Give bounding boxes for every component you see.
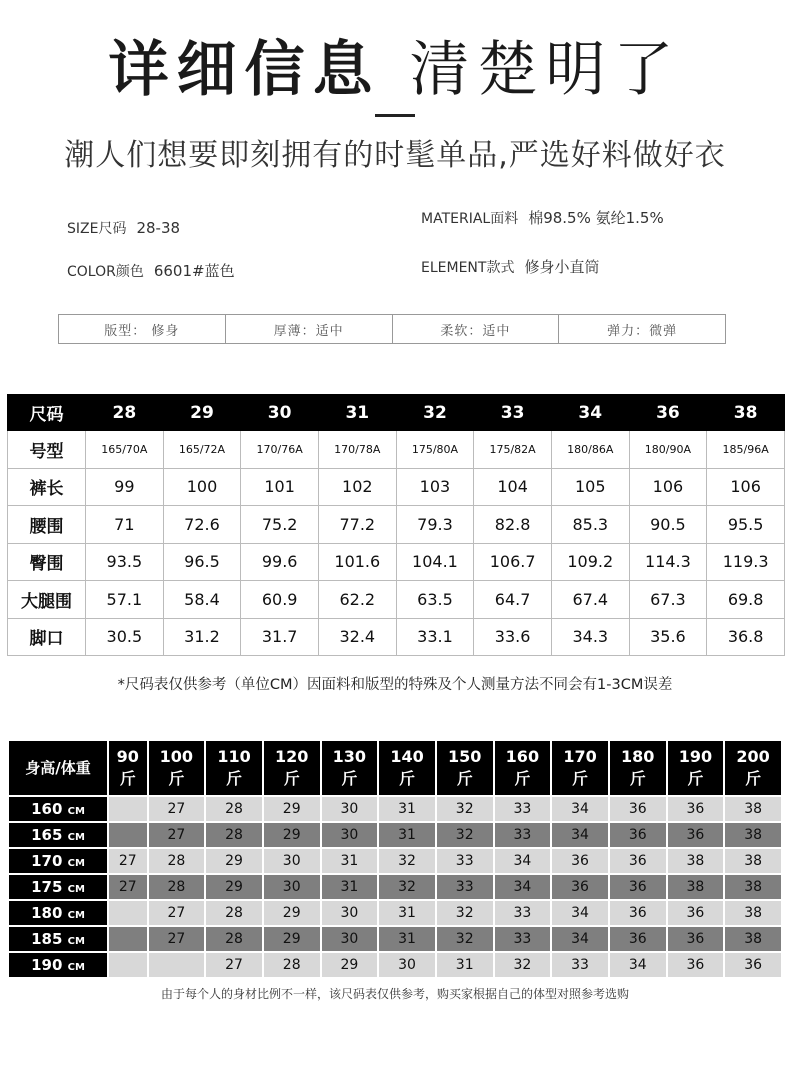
weight-header-cell — [724, 740, 782, 796]
table-cell: 104 — [474, 468, 552, 506]
property-bar — [58, 314, 726, 344]
height-value: 185 — [31, 930, 63, 948]
table-cell: 93.5 — [86, 543, 164, 581]
table-cell: 29 — [263, 900, 321, 926]
table-cell: 106 — [629, 468, 707, 506]
weight-unit: 斤 — [572, 769, 589, 788]
title-bold: 详细信息 — [108, 35, 381, 105]
row-label: 脚口 — [8, 618, 86, 656]
height-label — [8, 952, 108, 978]
spec-size — [67, 218, 180, 238]
table-cell: 38 — [724, 822, 782, 848]
table-cell: 106 — [707, 468, 785, 506]
table-cell: 38 — [667, 874, 725, 900]
table-cell: 28 — [263, 952, 321, 978]
weight-unit: 斤 — [687, 769, 704, 788]
table-cell: 36 — [551, 848, 609, 874]
table-cell: 30 — [321, 900, 379, 926]
title-divider — [375, 114, 415, 117]
table-cell: 62.2 — [318, 581, 396, 619]
table-cell: 34.3 — [551, 618, 629, 656]
weight-header-cell — [551, 740, 609, 796]
height-label — [8, 926, 108, 952]
table-cell: 170/78A — [318, 431, 396, 469]
size-note: *尺码表仅供参考（单位CM）因面料和版型的特殊及个人测量方法不同会有1-3CM误差 — [117, 677, 673, 693]
weight-unit: 斤 — [456, 769, 473, 788]
table-cell: 28 — [205, 900, 263, 926]
table-cell: 180/90A — [629, 431, 707, 469]
row-label: 裤长 — [8, 468, 86, 506]
table-cell: 27 — [148, 926, 206, 952]
size-header-label: 尺码 — [8, 395, 86, 431]
weight-value: 190 — [678, 747, 713, 766]
table-cell — [108, 796, 148, 822]
weight-header-cell — [108, 740, 148, 796]
table-cell: 103 — [396, 468, 474, 506]
table-cell: 104.1 — [396, 543, 474, 581]
table-cell: 175/80A — [396, 431, 474, 469]
table-row — [8, 900, 782, 926]
spec-size-key: SIZE尺码 — [67, 221, 127, 237]
table-cell: 27 — [205, 952, 263, 978]
weight-value: 140 — [390, 747, 424, 766]
table-cell: 28 — [205, 796, 263, 822]
table-cell: 38 — [724, 848, 782, 874]
table-row — [8, 848, 782, 874]
weight-value: 120 — [274, 747, 309, 766]
table-cell: 30.5 — [86, 618, 164, 656]
table-row — [8, 926, 782, 952]
table-cell — [108, 952, 148, 978]
weight-header-cell — [205, 740, 263, 796]
table-cell: 31 — [378, 900, 436, 926]
height-value: 190 — [31, 956, 63, 974]
table-cell: 90.5 — [629, 506, 707, 544]
table-cell: 29 — [321, 952, 379, 978]
table-cell: 109.2 — [551, 543, 629, 581]
table-cell — [108, 822, 148, 848]
table-cell: 106.7 — [474, 543, 552, 581]
table-cell: 27 — [108, 874, 148, 900]
table-cell: 36 — [609, 926, 667, 952]
height-value: 160 — [31, 800, 63, 818]
table-cell: 32 — [436, 796, 494, 822]
table-cell: 36 — [609, 796, 667, 822]
table-cell: 27 — [148, 900, 206, 926]
table-cell: 32 — [378, 874, 436, 900]
height-unit: CM — [67, 858, 85, 869]
weight-unit: 斤 — [119, 769, 136, 788]
weight-value: 180 — [621, 747, 655, 766]
table-cell: 63.5 — [396, 581, 474, 619]
table-cell: 165/70A — [86, 431, 164, 469]
table-cell: 33.1 — [396, 618, 474, 656]
weight-unit: 斤 — [399, 769, 416, 788]
property-thickness: 厚薄：适中 — [226, 315, 393, 343]
height-label — [8, 796, 108, 822]
table-cell: 30 — [321, 822, 379, 848]
table-cell: 32 — [494, 952, 552, 978]
table-cell: 34 — [494, 848, 552, 874]
height-value: 165 — [31, 826, 63, 844]
height-label — [8, 822, 108, 848]
weight-header-row — [8, 740, 782, 796]
height-unit: CM — [67, 806, 85, 817]
table-cell: 58.4 — [163, 581, 241, 619]
footer-note: 由于每个人的身材比例不一样，该尺码表仅供参考，购买家根据自己的体型对照参考选购 — [160, 987, 629, 1001]
weight-value: 90 — [116, 747, 139, 766]
row-label: 腰围 — [8, 506, 86, 544]
table-row — [8, 506, 785, 544]
weight-value: 150 — [448, 747, 482, 766]
height-unit: CM — [67, 910, 85, 921]
table-cell: 36 — [609, 822, 667, 848]
height-weight-corner: 身高/体重 — [8, 740, 108, 796]
weight-header-cell — [148, 740, 206, 796]
row-label: 号型 — [8, 431, 86, 469]
table-cell: 101.6 — [318, 543, 396, 581]
table-cell: 28 — [205, 926, 263, 952]
table-row — [8, 431, 785, 469]
table-cell: 82.8 — [474, 506, 552, 544]
table-cell: 28 — [205, 822, 263, 848]
weight-unit: 斤 — [283, 769, 300, 788]
size-header-cell: 33 — [474, 395, 552, 431]
weight-unit: 斤 — [745, 769, 762, 788]
table-cell: 34 — [551, 900, 609, 926]
table-cell: 27 — [108, 848, 148, 874]
table-cell: 36 — [609, 848, 667, 874]
table-cell: 33 — [494, 900, 552, 926]
table-cell: 96.5 — [163, 543, 241, 581]
weight-value: 200 — [736, 747, 770, 766]
size-header-cell: 36 — [629, 395, 707, 431]
weight-header-cell — [321, 740, 379, 796]
table-cell: 36 — [667, 900, 725, 926]
height-label — [8, 874, 108, 900]
table-cell: 57.1 — [86, 581, 164, 619]
size-header-cell: 28 — [86, 395, 164, 431]
spec-material-key: MATERIAL面料 — [421, 211, 519, 227]
table-cell: 32 — [436, 900, 494, 926]
table-cell — [108, 926, 148, 952]
table-cell: 28 — [148, 848, 206, 874]
weight-header-cell — [263, 740, 321, 796]
table-cell: 31 — [321, 848, 379, 874]
height-label — [8, 848, 108, 874]
size-header-cell: 32 — [396, 395, 474, 431]
table-cell: 38 — [724, 874, 782, 900]
table-row — [8, 581, 785, 619]
table-cell: 36 — [667, 926, 725, 952]
table-cell: 34 — [494, 874, 552, 900]
table-cell: 33 — [494, 822, 552, 848]
table-cell: 31 — [436, 952, 494, 978]
table-cell: 30 — [263, 874, 321, 900]
table-cell: 33.6 — [474, 618, 552, 656]
weight-header-cell — [609, 740, 667, 796]
table-cell: 34 — [551, 796, 609, 822]
table-cell: 38 — [724, 900, 782, 926]
table-cell: 31.7 — [241, 618, 319, 656]
table-cell: 36 — [667, 952, 725, 978]
weight-unit: 斤 — [514, 769, 531, 788]
table-cell: 34 — [551, 926, 609, 952]
table-cell: 38 — [724, 926, 782, 952]
height-unit: CM — [67, 936, 85, 947]
size-header-cell: 30 — [241, 395, 319, 431]
table-cell: 71 — [86, 506, 164, 544]
spec-color-value: 6601#蓝色 — [153, 262, 235, 280]
weight-unit: 斤 — [226, 769, 243, 788]
table-cell: 28 — [148, 874, 206, 900]
table-cell: 77.2 — [318, 506, 396, 544]
table-row — [8, 618, 785, 656]
height-unit: CM — [67, 884, 85, 895]
table-cell: 38 — [667, 848, 725, 874]
table-row — [8, 796, 782, 822]
table-cell: 180/86A — [551, 431, 629, 469]
height-unit: CM — [67, 832, 85, 843]
page-title — [0, 22, 790, 108]
weight-header-cell — [378, 740, 436, 796]
row-label: 大腿围 — [8, 581, 86, 619]
table-cell: 31.2 — [163, 618, 241, 656]
table-cell: 101 — [241, 468, 319, 506]
table-cell: 67.3 — [629, 581, 707, 619]
spec-color — [67, 260, 235, 281]
table-cell: 100 — [163, 468, 241, 506]
table-row — [8, 874, 782, 900]
table-cell: 31 — [378, 822, 436, 848]
weight-unit: 斤 — [629, 769, 646, 788]
table-cell: 29 — [205, 874, 263, 900]
height-weight-table — [7, 739, 783, 979]
table-cell: 36 — [551, 874, 609, 900]
table-cell: 34 — [609, 952, 667, 978]
table-cell: 30 — [321, 796, 379, 822]
table-cell: 33 — [436, 874, 494, 900]
table-row — [8, 822, 782, 848]
table-cell: 30 — [263, 848, 321, 874]
subtitle: 潮人们想要即刻拥有的时髦单品,严选好料做好衣 — [64, 138, 726, 173]
table-cell: 36 — [609, 874, 667, 900]
size-header-cell: 31 — [318, 395, 396, 431]
table-cell: 33 — [494, 796, 552, 822]
table-cell: 29 — [205, 848, 263, 874]
title-light: 清楚明了 — [409, 35, 682, 105]
table-cell: 36.8 — [707, 618, 785, 656]
weight-value: 170 — [563, 747, 597, 766]
property-fit: 版型： 修身 — [59, 315, 226, 343]
table-cell: 119.3 — [707, 543, 785, 581]
table-cell: 31 — [378, 926, 436, 952]
table-cell: 33 — [436, 848, 494, 874]
weight-value: 130 — [332, 747, 367, 766]
table-cell: 34 — [551, 822, 609, 848]
table-cell: 170/76A — [241, 431, 319, 469]
table-cell: 79.3 — [396, 506, 474, 544]
spec-size-value: 28-38 — [136, 219, 181, 237]
table-cell: 33 — [494, 926, 552, 952]
table-cell: 32 — [436, 822, 494, 848]
table-cell: 185/96A — [707, 431, 785, 469]
weight-value: 160 — [505, 747, 540, 766]
height-unit: CM — [67, 962, 85, 973]
spec-material — [421, 207, 664, 228]
size-header-cell: 38 — [707, 395, 785, 431]
table-cell: 35.6 — [629, 618, 707, 656]
spec-color-key: COLOR颜色 — [67, 264, 144, 280]
table-cell: 72.6 — [163, 506, 241, 544]
table-cell: 27 — [148, 796, 206, 822]
table-cell: 114.3 — [629, 543, 707, 581]
table-cell — [108, 900, 148, 926]
property-stretch: 弹力：微弹 — [607, 323, 678, 339]
table-cell: 105 — [551, 468, 629, 506]
table-cell: 29 — [263, 796, 321, 822]
table-cell: 99 — [86, 468, 164, 506]
table-cell: 31 — [321, 874, 379, 900]
height-value: 170 — [31, 852, 63, 870]
table-cell: 102 — [318, 468, 396, 506]
table-cell: 75.2 — [241, 506, 319, 544]
table-cell: 36 — [724, 952, 782, 978]
table-cell: 64.7 — [474, 581, 552, 619]
table-cell: 36 — [667, 822, 725, 848]
table-cell — [148, 952, 206, 978]
spec-element-value: 修身小直筒 — [524, 258, 600, 276]
weight-header-cell — [436, 740, 494, 796]
table-row — [8, 468, 785, 506]
weight-unit: 斤 — [168, 769, 185, 788]
height-value: 175 — [31, 878, 63, 896]
weight-unit: 斤 — [341, 769, 358, 788]
table-cell: 29 — [263, 926, 321, 952]
size-header-row — [8, 395, 785, 431]
table-cell: 31 — [378, 796, 436, 822]
size-header-cell: 29 — [163, 395, 241, 431]
table-cell: 32 — [378, 848, 436, 874]
size-table — [7, 394, 785, 656]
table-cell: 36 — [609, 900, 667, 926]
height-label — [8, 900, 108, 926]
table-cell: 30 — [321, 926, 379, 952]
weight-header-cell — [494, 740, 552, 796]
size-header-cell: 34 — [551, 395, 629, 431]
table-cell: 32.4 — [318, 618, 396, 656]
table-cell: 30 — [378, 952, 436, 978]
table-cell: 29 — [263, 822, 321, 848]
table-cell: 33 — [551, 952, 609, 978]
spec-element-key: ELEMENT款式 — [421, 260, 515, 276]
row-label: 臀围 — [8, 543, 86, 581]
table-cell: 69.8 — [707, 581, 785, 619]
spec-element — [421, 256, 599, 277]
table-cell: 38 — [724, 796, 782, 822]
table-cell: 32 — [436, 926, 494, 952]
table-cell: 99.6 — [241, 543, 319, 581]
table-cell: 60.9 — [241, 581, 319, 619]
weight-header-cell — [667, 740, 725, 796]
property-softness: 柔软：适中 — [393, 315, 560, 343]
weight-value: 110 — [217, 747, 251, 766]
table-cell: 27 — [148, 822, 206, 848]
spec-material-value: 棉98.5% 氨纶1.5% — [528, 209, 664, 227]
table-row — [8, 952, 782, 978]
table-cell: 165/72A — [163, 431, 241, 469]
table-row — [8, 543, 785, 581]
table-cell: 175/82A — [474, 431, 552, 469]
height-value: 180 — [31, 904, 63, 922]
table-cell: 36 — [667, 796, 725, 822]
table-cell: 85.3 — [551, 506, 629, 544]
weight-value: 100 — [159, 747, 194, 766]
table-cell: 95.5 — [707, 506, 785, 544]
table-cell: 67.4 — [551, 581, 629, 619]
